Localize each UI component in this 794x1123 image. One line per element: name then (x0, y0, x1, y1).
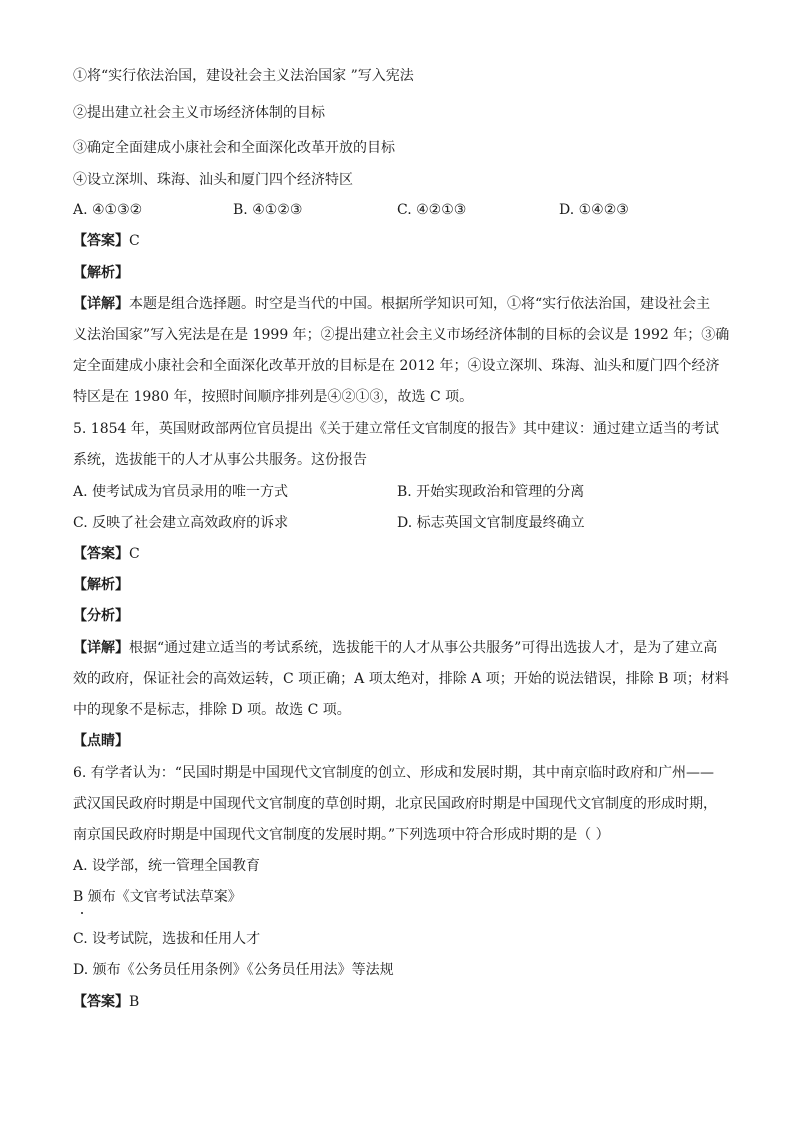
q6-stem-line-2: 武汉国民政府时期是中国现代文官制度的草创时期，北京民国政府时期是中国现代文官制度的形成时期， (73, 796, 717, 812)
q4-answer-tag: 【答案】 (73, 233, 129, 249)
q6-option-c: C. 设考试院，选拔和任用人才 (73, 931, 261, 947)
q4-item-1: ①将“实行依法治国，建设社会主义法治国家 ”写入宪法 (73, 68, 414, 84)
stray-dot (81, 912, 83, 914)
q4-detail-line-2: 义法治国家”写入宪法是在是 1999 年；②提出建立社会主义市场经济体制的目标的会议是 1992 年；③确 (73, 327, 730, 343)
q5-stem-line-1: 5. 1854 年，英国财政部两位官员提出《关于建立常任文官制度的报告》其中建议：通过建立适当的考试 (73, 421, 719, 437)
q5-dianjing-tag: 【点睛】 (73, 733, 129, 749)
q5-detail-line-1: 【详解】根据“通过建立适当的考试系统，选拔能干的人才从事公共服务”可得出选拔人才，是为了建立高 (73, 640, 718, 656)
q4-detail-line-3: 定全面建成小康社会和全面深化改革开放的目标是在 2012 年；④设立深圳、珠海、汕头和厦门四个经济 (73, 358, 720, 374)
q4-analysis-tag: 【解析】 (73, 265, 129, 281)
q4-option-a: A. ④①③② (73, 202, 143, 218)
q4-option-c: C. ④②①③ (397, 202, 467, 218)
q4-detail-tag: 【详解】 (73, 296, 129, 312)
q5-analysis-tag: 【解析】 (73, 577, 129, 593)
q4-detail-line-1: 【详解】本题是组合选择题。时空是当代的中国。根据所学知识可知，①将“实行依法治国，建设社会主 (73, 296, 711, 312)
q5-detail-tag: 【详解】 (73, 640, 129, 656)
q5-stem-line-2: 系统，选拔能干的人才从事公共服务。这份报告 (73, 452, 367, 468)
q4-answer-line (73, 232, 140, 250)
q5-option-c: C. 反映了社会建立高效政府的诉求 (73, 515, 289, 531)
q6-option-a: A. 设学部，统一管理全国教育 (73, 858, 261, 874)
q6-option-d: D. 颁布《公务员任用条例》《公务员任用法》等法规 (73, 962, 394, 978)
q6-stem-line-3: 南京国民政府时期是中国现代文官制度的发展时期。”下列选项中符合形成时期的是（ ） (73, 827, 610, 843)
q5-answer-tag: 【答案】 (73, 546, 129, 562)
q6-option-b: B 颁布《文官考试法草案》 (73, 889, 242, 905)
q5-answer-value: C (129, 546, 140, 562)
q4-option-d: D. ①④②③ (559, 202, 629, 218)
q4-detail-line-4: 特区是在 1980 年，按照时间顺序排列是④②①③，故选 C 项。 (73, 389, 474, 405)
q4-item-2: ②提出建立社会主义市场经济体制的目标 (73, 105, 325, 121)
q5-detail-line-3: 中的现象不是标志，排除 D 项。故选 C 项。 (73, 702, 351, 718)
q6-answer-value: B (129, 994, 140, 1010)
q4-option-b: B. ④①②③ (233, 202, 303, 218)
q5-option-d: D. 标志英国文官制度最终确立 (397, 515, 585, 531)
q5-option-a: A. 使考试成为官员录用的唯一方式 (73, 484, 289, 500)
q6-answer-line (73, 993, 139, 1011)
q4-item-3: ③确定全面建成小康社会和全面深化改革开放的目标 (73, 140, 395, 156)
q5-detail-line-2: 效的政府，保证社会的高效运转，C 项正确；A 项太绝对，排除 A 项；开始的说法错误，排除 B 项；材料 (73, 671, 729, 687)
q5-option-b: B. 开始实现政治和管理的分离 (397, 484, 585, 500)
q6-stem-line-1: 6. 有学者认为：“民国时期是中国现代文官制度的创立、形成和发展时期，其中南京临时政府和广州—— (73, 765, 714, 781)
q6-answer-tag: 【答案】 (73, 994, 129, 1010)
q4-answer-value: C (129, 233, 140, 249)
q4-item-4: ④设立深圳、珠海、汕头和厦门四个经济特区 (73, 172, 353, 188)
q5-fenxi-tag: 【分析】 (73, 608, 129, 624)
q5-answer-line (73, 545, 140, 563)
